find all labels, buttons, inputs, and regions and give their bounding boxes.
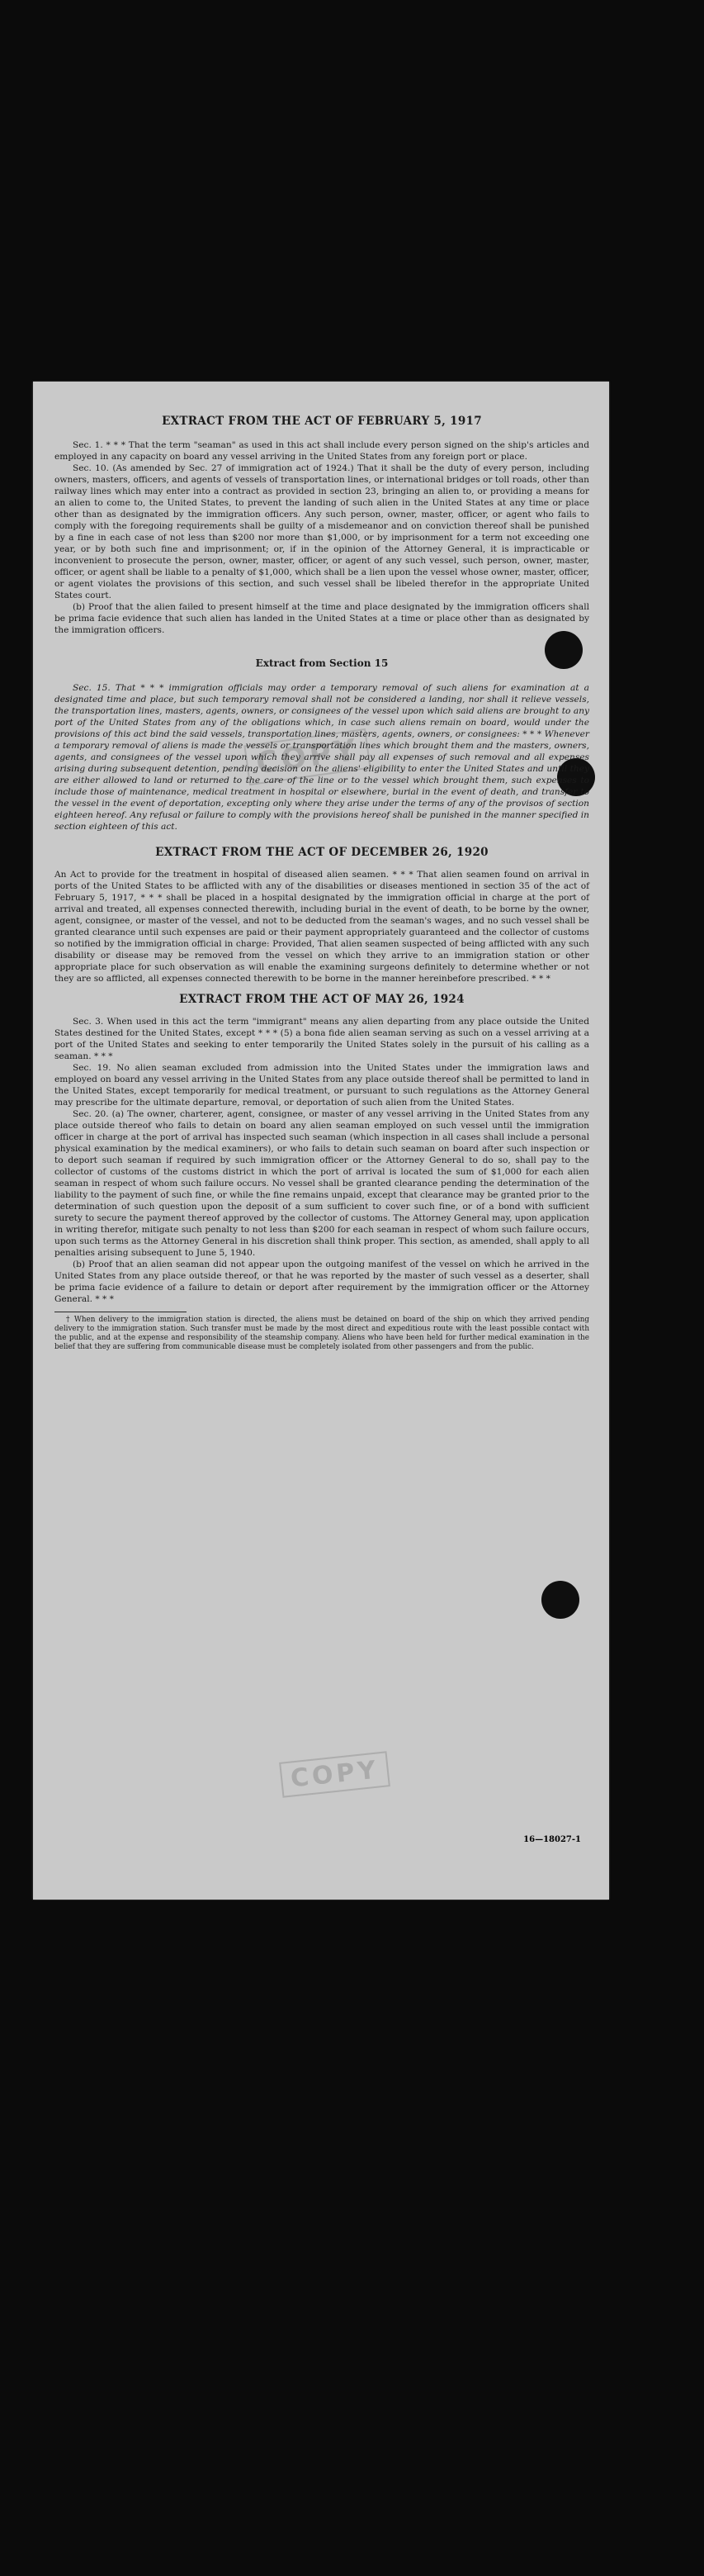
copy-stamp-bottom: COPY — [279, 1751, 390, 1797]
heading-act-1924: EXTRACT FROM THE ACT OF MAY 26, 1924 — [179, 993, 465, 1006]
act-1924-sec-20-a: Sec. 20. (a) The owner, charterer, agent, consignee, or master of any vessel arriving in the United States from any place outside thereof who fails to detain on board any alien seaman employed on such vessel until the immigration officer in charge at the port of arrival has inspected such seaman (which inspection in all cases shall include a personal physical examination by the medical examiners), or who fails to detain such seaman on board after such inspection or to deport such seaman if required by such immigration officer or the Attorney General to do so, shall pay to the collector of customs of the customs district in which the port of arrival is located the sum of $1,000 for each alien seaman in respect of whom such failure occurs. No vessel shall be granted clearance pending the determination of the liability to the payment of such fine, or while the fine remains unpaid, except that clearance may be granted prior to the determination of such question upon the deposit of a sum sufficient to cover such fine, or of a bond with sufficient surety to secure the payment thereof approved by the collector of customs. The Attorney General may, upon application in writing therefor, mitigate such penalty to not less than $200 for each seaman in respect of whom such failure occurs, upon such terms as the Attorney General in his discretion shall think proper. This section, as amended, shall apply to all penalties arising subsequent to June 5, 1940. — [54, 1109, 589, 1258]
document-page — [33, 382, 609, 1900]
act-1917-sec-10-b: (b) Proof that the alien failed to present himself at the time and place designated by the immigration officers shall be prima facie evidence that such alien has landed in the United States at a time or place other than as designated by the immigration officers. — [54, 602, 589, 635]
section-15-text: Sec. 15. That * * * immigration officials may order a temporary removal of such aliens for examination at a designated time and place, but such temporary removal shall not be considered a landing, nor shall it relieve vessels, the transportation lines, masters, agents, owners, or consignees of the vessel upon which said aliens are brought to any port of the United States from any of the obligations which, in case such aliens remain on board, would under the provisions of this act bind the said vessels, transportation lines, masters, agents, owners, or consignees: * * * Whenever a temporary removal of aliens is made the vessels or transportation lines which brought them and the masters, owners, agents, and consignees of the vessel upon which they arrive shall pay all expenses of such removal and all expenses arising during subsequent detention, pending decision on the aliens' eligibility to enter the United States and until they are either allowed to land or returned to the care of the line or to the vessel which brought them, such expenses to include those of maintenance, medical treatment in hospital or elsewhere, burial in the event of death, and transfer to the vessel in the event of deportation, excepting only where they arise under the terms of any of the provisos of section eighteen hereof. Any refusal or failure to comply with the provisions hereof shall be punished in the manner specified in section eighteen of this act. — [54, 683, 589, 832]
punch-hole-bottom — [541, 1581, 579, 1619]
copy-stamp-top: COPY — [243, 728, 371, 785]
act-1917-sec-1: Sec. 1. * * * That the term "seaman" as used in this act shall include every person signed on the ship's articles and employed in any capacity on board any vessel arriving in the United States from any foreign port or place. — [54, 440, 589, 462]
heading-section-15: Extract from Section 15 — [255, 657, 389, 669]
form-number: 16—18027-1 — [523, 1835, 581, 1844]
act-1924-sec-19: Sec. 19. No alien seaman excluded from admission into the United States under the immigration laws and employed on board any vessel arriving in the United States from any place outside thereof shall be permitted to land in the United States, except temporarily for medical treatment, or pursuant to such regulations as the Attorney General may prescribe for the ultimate departure, removal, or deportation of such alien from the United States. — [54, 1063, 589, 1108]
act-1917-sec-10: Sec. 10. (As amended by Sec. 27 of immigration act of 1924.) That it shall be the duty of every person, including owners, masters, officers, and agents of vessels of transportation lines, or international bridges or toll roads, other than railway lines which may enter into a contract as provided in section 23, bringing an alien to, or providing a means for an alien to come to, the United States, to prevent the landing of such alien in the United States at any time or place other than as designated by the immigration officers. Any such person, owner, master, officer, or agent who fails to comply with the foregoing requirements shall be guilty of a misdemeanor and on conviction thereof shall be punished by a fine in each case of not less than $200 nor more than $1,000, or by imprisonment for a term not exceeding one year, or by both such fine and imprisonment; or, if in the opinion of the Attorney General, it is impracticable or inconvenient to prosecute the person, owner, master, officer, or agent of any such vessel, such person, owner, master, officer, or agent shall be liable to a penalty of $1,000, which shall be a lien upon the vessel whose owner, master, officer, or agent violates the provisions of this section, and such vessel shall be libeled therefor in the appropriate United States court. — [54, 463, 589, 600]
act-1924-sec-3: Sec. 3. When used in this act the term "immigrant" means any alien departing from any place outside the United States destined for the United States, except * * * (5) a bona fide alien seaman serving as such on a vessel arriving at a port of the United States and seeking to enter temporarily the United States solely in the pursuit of his calling as a seaman. * * * — [54, 1017, 589, 1061]
document-body — [54, 415, 589, 1352]
act-1924-sec-20-b: (b) Proof that an alien seaman did not appear upon the outgoing manifest of the vessel on which he arrived in the United States from any place outside thereof, or that he was reported by the master of such vessel as a deserter, shall be prima facie evidence of a failure to detain or deport after requirement by the immigration officer or the Attorney General. * * * — [54, 1260, 589, 1304]
heading-act-1920: EXTRACT FROM THE ACT OF DECEMBER 26, 1920 — [155, 846, 489, 859]
heading-act-1917: EXTRACT FROM THE ACT OF FEBRUARY 5, 1917 — [162, 415, 482, 428]
footnote: † When delivery to the immigration station is directed, the aliens must be detained on board of the ship on which they arrived pending delivery to the immigration station. Such transfer must be made by the most direct and expeditious route with the least possible contact with the public, and at the expense and responsibility of the steamship company. Aliens who have been held for further medical examination in the belief that they are suffering from communicable disease must be completely isolated from other passengers and from the public. — [54, 1316, 589, 1351]
act-1920-text: An Act to provide for the treatment in hospital of diseased alien seamen. * * * That alien seamen found on arrival in ports of the United States to be afflicted with any of the disabilities or diseases mentioned in section 35 of the act of February 5, 1917, * * * shall be placed in a hospital designated by the immigration official in charge at the port of arrival and treated, all expenses connected therewith, including burial in the event of death, to be borne by the owner, agent, consignee, or master of the vessel, and not to be deducted from the seaman's wages, and no such vessel shall be granted clearance until such expenses are paid or their payment appropriately guaranteed and the collector of customs so notified by the immigration official in charge: Provided, That alien seamen suspected of being afflicted with any such disability or disease may be removed from the vessel on which they arrive to an immigration station or other appropriate place for such observation as will enable the examining surgeons definitely to determine whether or not they are so afflicted, all expenses connected therewith to be borne in the manner hereinbefore prescribed. * * * — [54, 870, 589, 984]
